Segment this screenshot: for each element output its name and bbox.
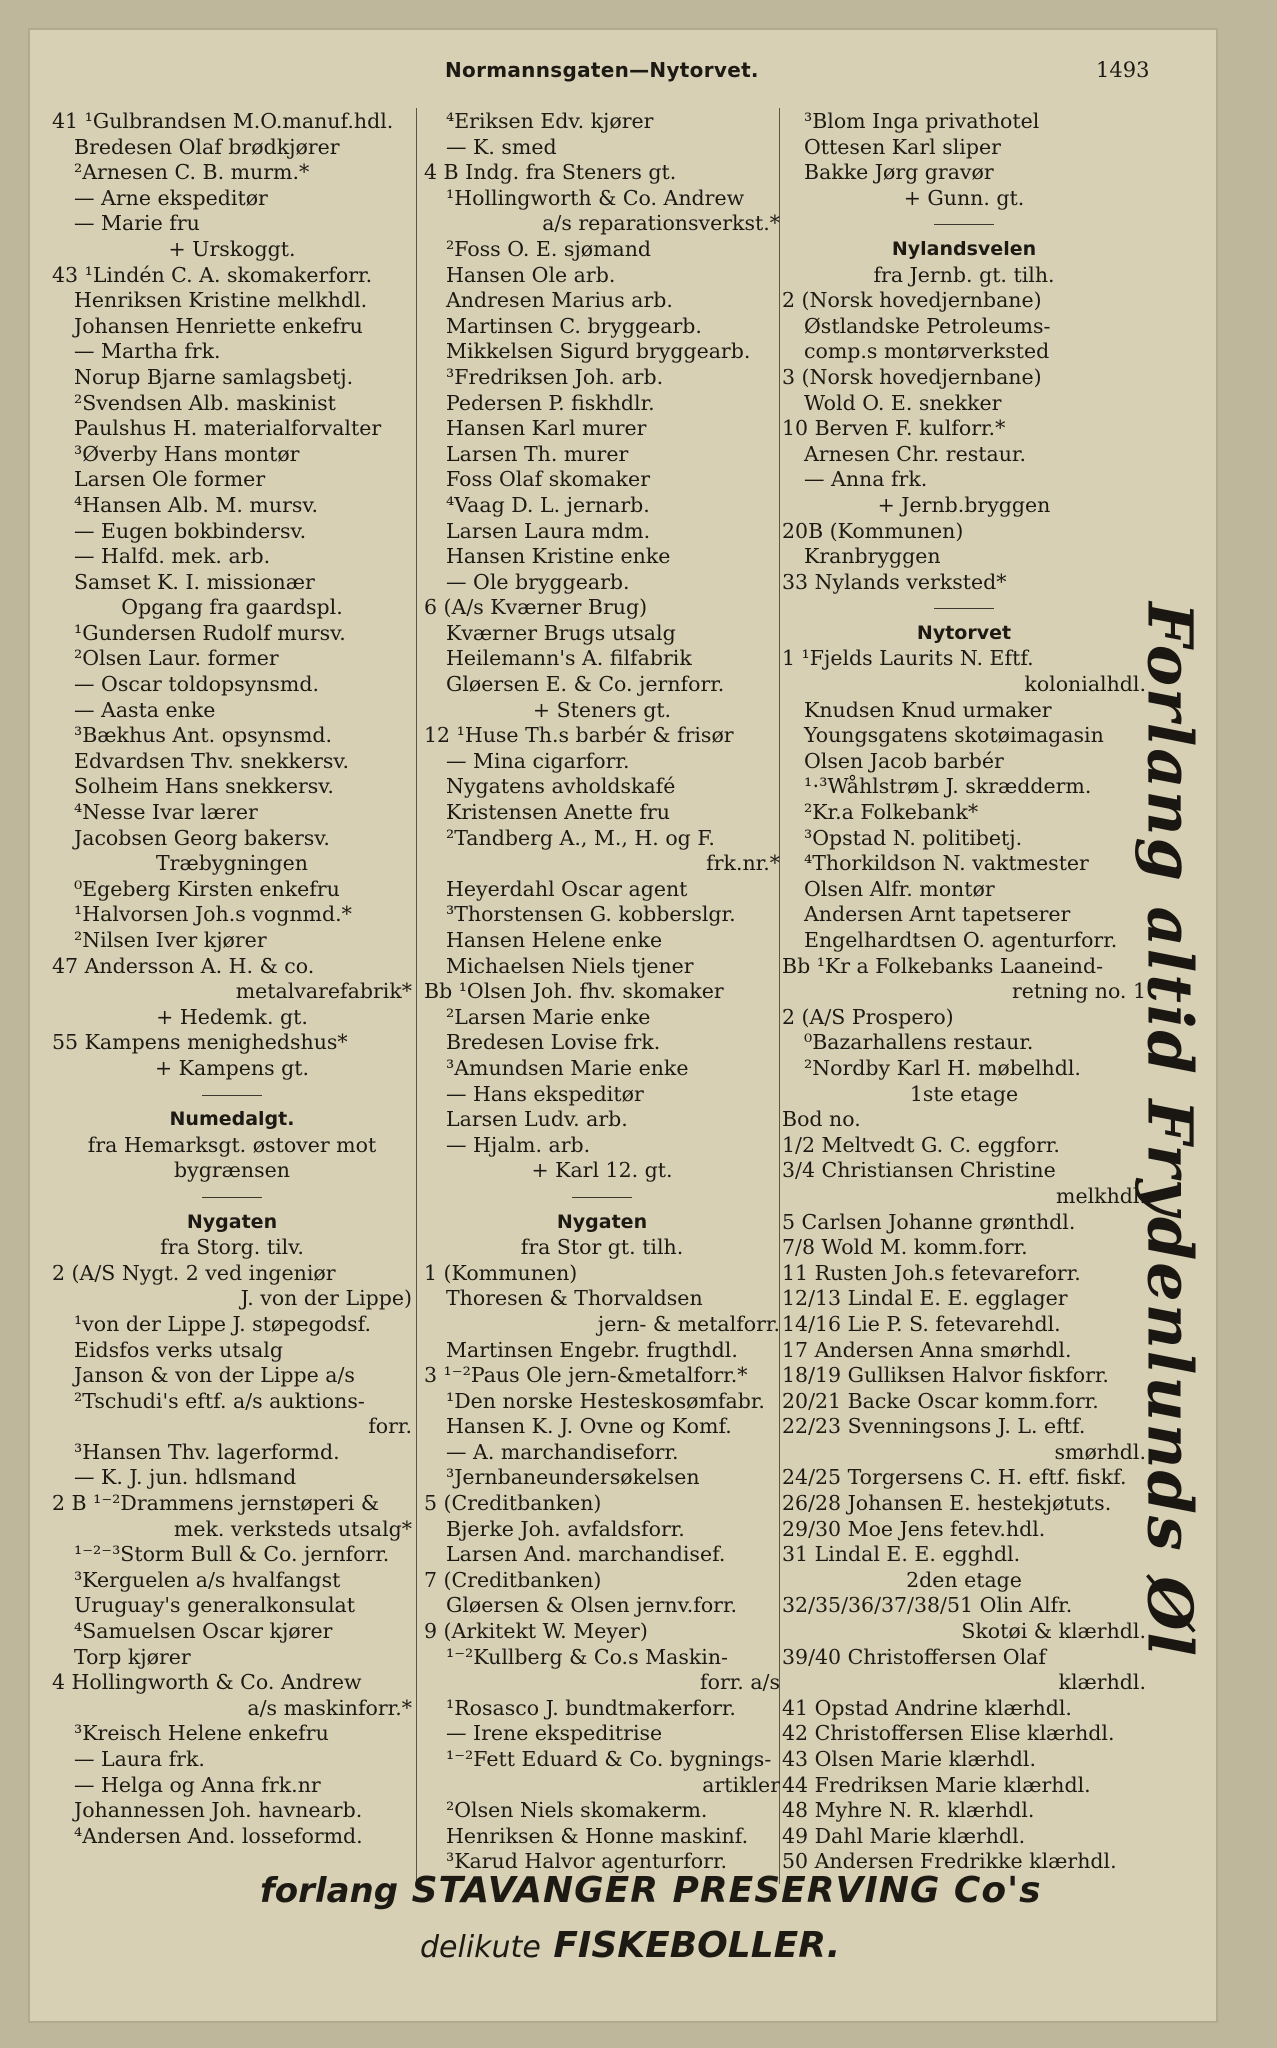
col1-line: — Halfd. mek. arb. <box>74 544 271 569</box>
col1-line: — Laura frk. <box>74 1747 205 1771</box>
col1-line: — Aasta enke <box>74 697 216 722</box>
col1-line: — Marie fru <box>74 211 200 236</box>
street-heading: Nylandsvelen <box>891 237 1037 260</box>
col3-line: Ottesen Karl sliper <box>804 134 1001 159</box>
col2-line: 4 B Indg. fra Steners gt. <box>424 160 677 185</box>
col2-line: Andresen Marius arb. <box>446 288 673 313</box>
col2-line: ⁴Vaag D. L. jernarb. <box>446 492 650 517</box>
col2-line: ⁴Eriksen Edv. kjører <box>446 109 654 133</box>
col3-line: 32/35/36/37/38/51 Olin Alfr. <box>782 1593 1073 1618</box>
col3-line: Olsen Jacob barbér <box>804 748 1004 773</box>
col1-line: 2 (A/S Nygt. 2 ved ingeniør <box>52 1260 336 1285</box>
col3-line: ³Opstad N. politibetj. <box>804 825 1023 850</box>
col2-line: Larsen Ludv. arb. <box>446 1107 628 1132</box>
col1-line: fra Storg. tilv. <box>160 1235 304 1260</box>
col2-line: jern- & metalforr. <box>597 1311 780 1336</box>
col3-line: Wold O. E. snekker <box>804 390 1002 415</box>
col1-line: ²Tschudi's eftf. a/s auktions- <box>74 1388 365 1413</box>
col1-line: ³Øverby Hans montør <box>74 441 300 466</box>
col3-line: 49 Dahl Marie klærhdl. <box>782 1823 1026 1848</box>
col3-line: ³Blom Inga privathotel <box>804 109 1040 133</box>
col3-line: Skotøi & klærhdl. <box>961 1619 1146 1644</box>
col3-line: smørhdl. <box>1054 1439 1146 1464</box>
col2-line: Gløersen & Olsen jernv.forr. <box>446 1593 738 1618</box>
col3-line: retning no. 1 <box>1011 979 1146 1004</box>
col1-line: Norup Bjarne samlagsbetj. <box>74 364 354 389</box>
col1-line: Uruguay's generalkonsulat <box>74 1593 355 1618</box>
col3-line: Engelhardtsen O. agenturforr. <box>804 928 1118 952</box>
col1-line: Paulshus H. materialforvalter <box>74 416 382 441</box>
col1-line: ³Kreisch Helene enkefru <box>74 1721 329 1746</box>
col3-line: 11 Rusten Joh.s fetevareforr. <box>782 1260 1081 1285</box>
col2-line: forr. a/s <box>700 1670 780 1695</box>
col2-line: ³Amundsen Marie enke <box>446 1055 689 1080</box>
col2-line: Hansen Ole arb. <box>446 262 616 287</box>
col3-line: 42 Christoffersen Elise klærhdl. <box>782 1721 1115 1746</box>
col1-line: fra Hemarksgt. østover mot <box>87 1132 377 1157</box>
col2-line: Hansen Karl murer <box>446 416 647 441</box>
col3-line: 20/21 Backe Oscar komm.forr. <box>782 1388 1099 1413</box>
col2-line: ¹Den norske Hesteskosømfabr. <box>446 1388 765 1413</box>
col3-line: 7/8 Wold M. komm.forr. <box>782 1235 1028 1260</box>
col1-line: bygrænsen <box>174 1158 290 1183</box>
col2-line: Nygatens avholdskafé <box>446 774 676 799</box>
col3-line: 10 Berven F. kulforr.* <box>782 416 1006 441</box>
col2-line: + Karl 12. gt. <box>531 1158 673 1183</box>
col3-line: 2 (Norsk hovedjernbane) <box>782 288 1042 313</box>
col1-line: 2 B ¹⁻²Drammens jernstøperi & <box>52 1491 380 1516</box>
col2-line: Gløersen E. & Co. jernforr. <box>446 672 725 697</box>
col1-line: ¹von der Lippe J. støpegodsf. <box>74 1311 371 1336</box>
col3-line: 2den etage <box>906 1567 1022 1592</box>
col3-line: + Jernb.bryggen <box>877 492 1051 517</box>
col1-line: — Helga og Anna frk.nr <box>74 1772 321 1797</box>
col3-line: Olsen Alfr. montør <box>804 876 995 901</box>
col2-line: Bb ¹Olsen Joh. fhv. skomaker <box>424 979 724 1004</box>
col2-line: a/s reparationsverkst.* <box>542 211 780 236</box>
col1-line: ²Svendsen Alb. maskinist <box>74 390 336 415</box>
col3-line: ²Kr.a Folkebank* <box>804 800 979 825</box>
col1-line: Træbygningen <box>156 851 308 876</box>
col1-line: ²Nilsen Iver kjører <box>74 928 267 952</box>
col1-line: ⁴Hansen Alb. M. mursv. <box>74 492 319 517</box>
col2-line: ²Olsen Niels skomakerm. <box>446 1798 708 1823</box>
col1-line: — Arne ekspeditør <box>74 185 268 210</box>
col2-line: Mikkelsen Sigurd bryggearb. <box>446 339 751 364</box>
col2-line: ¹Rosasco J. bundtmakerforr. <box>446 1695 736 1720</box>
ad-word-delikute: delikute <box>420 1930 541 1965</box>
col2-line: ²Foss O. E. sjømand <box>446 236 652 261</box>
col3-line: 41 Opstad Andrine klærhdl. <box>782 1695 1072 1720</box>
col1-line: Jacobsen Georg bakersv. <box>74 825 330 850</box>
col2-line: Larsen And. marchandisef. <box>446 1542 726 1567</box>
col1-line: + Kampens gt. <box>154 1055 310 1080</box>
street-heading: Nytorvet <box>916 621 1012 644</box>
col1-line: Edvardsen Thv. snekkersv. <box>74 748 350 773</box>
bottom-advertisement-line1 <box>260 1870 1042 1911</box>
col2-line: 12 ¹Huse Th.s barbér & frisør <box>424 723 734 748</box>
col1-line: Opgang fra gaardspl. <box>121 595 343 620</box>
col3-line: 29/30 Moe Jens fetev.hdl. <box>782 1516 1046 1541</box>
col1-line: Larsen Ole former <box>74 467 266 492</box>
col2-line: ¹⁻²Fett Eduard & Co. bygnings- <box>446 1747 772 1771</box>
street-heading: Nygaten <box>556 1210 648 1233</box>
col2-line: — Hans ekspeditør <box>446 1081 644 1106</box>
col1-line: 55 Kampens menighedshus* <box>52 1030 348 1055</box>
col3-line: 50 Andersen Fredrikke klærhdl. <box>782 1849 1117 1874</box>
col3-line: 31 Lindal E. E. egghdl. <box>782 1542 1021 1567</box>
col3-line: Bakke Jørg gravør <box>804 160 994 185</box>
col3-line: 26/28 Johansen E. hestekjøtuts. <box>782 1491 1112 1516</box>
col2-line: Thoresen & Thorvaldsen <box>446 1286 703 1311</box>
col3-line: 24/25 Torgersens C. H. eftf. fiskf. <box>782 1465 1127 1490</box>
col3-line: ⁴Thorkildson N. vaktmester <box>804 851 1089 876</box>
col2-line: Martinsen C. bryggearb. <box>446 313 702 338</box>
section-separator <box>782 595 1146 621</box>
col1-line: Johannessen Joh. havnearb. <box>74 1798 363 1823</box>
col3-line: Østlandske Petroleums- <box>804 313 1051 338</box>
col1-line: — Martha frk. <box>74 339 221 364</box>
col2-line: Heyerdahl Oscar agent <box>446 876 688 901</box>
col3-line: 20B (Kommunen) <box>782 518 964 543</box>
col3-line: ⁰Bazarhallens restaur. <box>804 1030 1034 1055</box>
col3-line: 43 Olsen Marie klærhdl. <box>782 1747 1036 1771</box>
section-separator <box>52 1184 412 1210</box>
col2-line: 3 ¹⁻²Paus Ole jern-&metalforr.* <box>424 1363 748 1388</box>
col3-line: 39/40 Christoffersen Olaf <box>782 1644 1046 1669</box>
col2-line: ¹Hollingworth & Co. Andrew <box>446 185 745 210</box>
side-advertisement: Forlang altid Frydenlunds Øl <box>1133 602 1207 1658</box>
col2-line: Hansen K. J. Ovne og Komf. <box>446 1414 732 1439</box>
col2-line: Pedersen P. fiskhdlr. <box>446 390 655 415</box>
col1-line: ⁰Egeberg Kirsten enkefru <box>74 876 340 901</box>
col3-line: 3/4 Christiansen Christine <box>782 1158 1056 1183</box>
col1-line: + Urskoggt. <box>168 236 296 261</box>
col3-line: 17 Andersen Anna smørhdl. <box>782 1337 1072 1362</box>
col3-line: 1ste etage <box>909 1081 1019 1106</box>
col2-line: — K. smed <box>446 134 557 159</box>
col3-line: — Anna frk. <box>804 467 928 492</box>
col2-line: 5 (Creditbanken) <box>424 1491 602 1516</box>
col1-line: ⁴Andersen And. losseformd. <box>74 1823 363 1848</box>
col2-line: — Ole bryggearb. <box>446 569 630 594</box>
col3-line: ²Nordby Karl H. møbelhdl. <box>804 1055 1081 1080</box>
col2-line: ³Jernbaneundersøkelsen <box>446 1465 700 1490</box>
col3-line: + Gunn. gt. <box>903 185 1025 210</box>
col1-line: mek. verksteds utsalg* <box>173 1516 412 1541</box>
col1-line: 43 ¹Lindén C. A. skomakerforr. <box>52 262 373 287</box>
col1-line: ¹Gundersen Rudolf mursv. <box>74 620 346 645</box>
col3-line: Bod no. <box>782 1107 861 1132</box>
col3-line: 3 (Norsk hovedjernbane) <box>782 364 1042 389</box>
col2-line: — Irene ekspeditrise <box>446 1721 663 1746</box>
col2-line: 7 (Creditbanken) <box>424 1567 602 1592</box>
col2-line: Bredesen Lovise frk. <box>446 1030 661 1055</box>
col2-line: Foss Olaf skomaker <box>446 467 650 492</box>
ad-word-forlang: forlang <box>260 1871 399 1911</box>
col3-line: 12/13 Lindal E. E. egglager <box>782 1286 1068 1311</box>
col2-line: Larsen Laura mdm. <box>446 518 651 543</box>
col2-line: Larsen Th. murer <box>446 441 629 466</box>
col1-line: + Hedemk. gt. <box>156 1004 308 1029</box>
col1-line: Janson & von der Lippe a/s <box>74 1363 355 1388</box>
col1-line: ¹⁻²⁻³Storm Bull & Co. jernforr. <box>74 1542 390 1567</box>
col2-line: Henriksen & Honne maskinf. <box>446 1823 749 1848</box>
col3-line: Kranbryggen <box>804 544 941 569</box>
col1-line: Johansen Henriette enkefru <box>74 313 363 338</box>
col1-line: ⁴Samuelsen Oscar kjører <box>74 1619 333 1644</box>
col2-line: ³Thorstensen G. kobberslgr. <box>446 902 736 927</box>
col1-line: 4 Hollingworth & Co. Andrew <box>52 1670 362 1695</box>
col3-line: 1 ¹Fjelds Laurits N. Eftf. <box>782 646 1034 671</box>
col3-line: 44 Fredriksen Marie klærhdl. <box>782 1772 1091 1797</box>
col2-line: + Steners gt. <box>532 697 672 722</box>
column-1 <box>52 109 412 1849</box>
col2-line: fra Stor gt. tilh. <box>520 1235 684 1260</box>
col3-line: Knudsen Knud urmaker <box>804 697 1052 722</box>
col3-line: 22/23 Svenningsons J. L. eftf. <box>782 1414 1086 1439</box>
col2-line: — A. marchandiseforr. <box>446 1439 679 1464</box>
col3-line: 48 Myhre N. R. klærhdl. <box>782 1798 1035 1823</box>
col1-line: ²Arnesen C. B. murm.* <box>74 160 310 185</box>
col2-line: ³Karud Halvor agenturforr. <box>446 1849 728 1874</box>
col2-line: ¹⁻²Kullberg & Co.s Maskin- <box>446 1644 728 1669</box>
col2-line: Heilemann's A. filfabrik <box>446 646 692 671</box>
col1-line: Torp kjører <box>74 1644 191 1669</box>
col1-line: ²Olsen Laur. former <box>74 646 279 671</box>
col1-line: Eidsfos verks utsalg <box>74 1337 283 1362</box>
col3-line: Bb ¹Kr a Folkebanks Laaneind- <box>782 953 1104 978</box>
col3-line: comp.s montørverksted <box>804 339 1050 364</box>
col2-line: Kværner Brugs utsalg <box>446 620 676 645</box>
col2-line: ²Tandberg A., M., H. og F. <box>446 825 715 850</box>
col2-line: ²Larsen Marie enke <box>446 1004 651 1029</box>
col2-line: Martinsen Engebr. frugthdl. <box>446 1337 738 1362</box>
col1-line: — Oscar toldopsynsmd. <box>74 672 319 697</box>
street-heading: Nygaten <box>186 1210 278 1233</box>
col3-line: 1/2 Meltvedt G. C. eggforr. <box>782 1132 1060 1157</box>
bottom-advertisement-line2 <box>420 1925 840 1966</box>
page-number: 1493 <box>1096 58 1150 82</box>
col3-line: fra Jernb. gt. tilh. <box>873 262 1055 287</box>
col3-line: 14/16 Lie P. S. fetevarehdl. <box>782 1311 1061 1336</box>
section-separator <box>782 211 1146 237</box>
column-2 <box>424 109 780 1875</box>
col2-line: Kristensen Anette fru <box>446 800 670 825</box>
col3-line: Andersen Arnt tapetserer <box>804 902 1071 927</box>
col1-line: ⁴Nesse Ivar lærer <box>74 800 258 825</box>
col1-line: ³Bækhus Ant. opsynsmd. <box>74 723 333 748</box>
col2-line: artikler <box>702 1772 780 1797</box>
col3-line: klærhdl. <box>1058 1670 1146 1695</box>
col1-line: Samset K. I. missionær <box>74 569 315 594</box>
col1-line: metalvarefabrik* <box>235 979 412 1004</box>
col3-line: 18/19 Gulliksen Halvor fiskforr. <box>782 1363 1109 1388</box>
col2-line: ³Fredriksen Joh. arb. <box>446 364 664 389</box>
col1-line: forr. <box>368 1414 412 1439</box>
col2-line: — Mina cigarforr. <box>446 748 630 773</box>
col1-line: — K. J. jun. hdlsmand <box>74 1465 297 1490</box>
col2-line: frk.nr.* <box>706 851 780 876</box>
col1-line: 41 ¹Gulbrandsen M.O.manuf.hdl. <box>52 109 394 133</box>
col2-line: 1 (Kommunen) <box>424 1260 578 1285</box>
col2-line: Hansen Kristine enke <box>446 544 671 569</box>
col3-line: ¹⋅³Wåhlstrøm J. skrædderm. <box>804 774 1092 799</box>
page-header-title: Normannsgaten—Nytorvet. <box>445 58 759 82</box>
col3-line: 33 Nylands verksted* <box>782 569 1007 594</box>
ad-product: FISKEBOLLER. <box>553 1925 841 1966</box>
col3-line: kolonialhdl. <box>1024 672 1146 697</box>
col1-line: Henriksen Kristine melkhdl. <box>74 288 368 313</box>
col3-line: melkhdl. <box>1056 1183 1146 1208</box>
col2-line: Bjerke Joh. avfaldsforr. <box>446 1516 685 1541</box>
col3-line: Youngsgatens skotøimagasin <box>804 723 1104 748</box>
ad-brand: STAVANGER PRESERVING Co's <box>411 1870 1042 1911</box>
column-divider <box>416 108 417 1884</box>
col2-line: 9 (Arkitekt W. Meyer) <box>424 1619 648 1644</box>
col2-line: Michaelsen Niels tjener <box>446 953 694 978</box>
column-3 <box>782 109 1146 1875</box>
col1-line: Solheim Hans snekkersv. <box>74 774 334 799</box>
col3-line: 2 (A/S Prospero) <box>782 1004 954 1029</box>
col3-line: 5 Carlsen Johanne grønthdl. <box>782 1209 1076 1234</box>
col2-line: Hansen Helene enke <box>446 928 663 952</box>
col1-line: ¹Halvorsen Joh.s vognmd.* <box>74 902 352 927</box>
col1-line: a/s maskinforr.* <box>247 1695 412 1720</box>
col2-line: 6 (A/s Kværner Brug) <box>424 595 648 620</box>
col1-line: J. von der Lippe) <box>240 1286 412 1311</box>
col1-line: 47 Andersson A. H. & co. <box>52 953 315 978</box>
col1-line: Bredesen Olaf brødkjører <box>74 134 340 159</box>
street-heading: Numedalgt. <box>169 1108 295 1131</box>
col1-line: ³Hansen Thv. lagerformd. <box>74 1439 340 1464</box>
col1-line: — Eugen bokbindersv. <box>74 518 307 543</box>
section-separator <box>52 1082 412 1108</box>
col2-line: — Hjalm. arb. <box>446 1132 591 1157</box>
col3-line: Arnesen Chr. restaur. <box>804 441 1026 466</box>
section-separator <box>424 1184 780 1210</box>
col1-line: ³Kerguelen a/s hvalfangst <box>74 1567 341 1592</box>
